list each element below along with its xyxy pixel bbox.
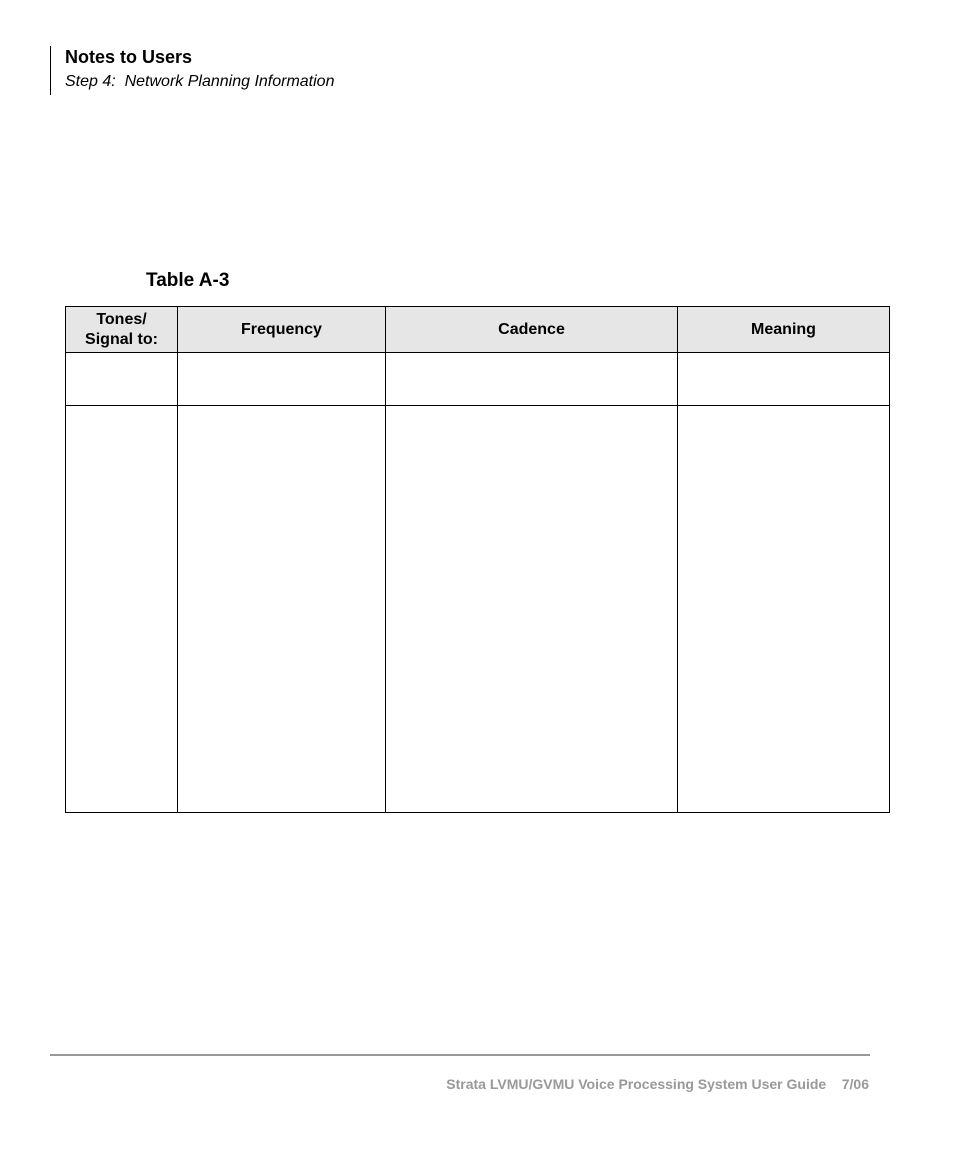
table-caption: Table A-3 bbox=[146, 270, 230, 291]
column-header-tones-line2: Signal to: bbox=[85, 330, 158, 348]
footer-divider bbox=[50, 1054, 870, 1056]
table-cell bbox=[66, 353, 178, 406]
column-header-frequency: Frequency bbox=[178, 307, 386, 353]
table-row bbox=[66, 353, 890, 406]
table-cell bbox=[178, 353, 386, 406]
table-cell bbox=[678, 406, 890, 813]
table-cell bbox=[386, 406, 678, 813]
page-subtitle: Step 4: Network Planning Information bbox=[65, 73, 335, 90]
column-header-meaning: Meaning bbox=[678, 307, 890, 353]
column-header-tones-line1: Tones/ bbox=[96, 310, 147, 328]
network-planning-table bbox=[65, 306, 890, 813]
table-row bbox=[66, 406, 890, 813]
table-cell bbox=[178, 406, 386, 813]
column-header-tones-signal bbox=[66, 307, 178, 353]
page-title: Notes to Users bbox=[65, 47, 193, 67]
header-divider bbox=[50, 46, 51, 95]
column-header-cadence: Cadence bbox=[386, 307, 678, 353]
footer-guide-title: Strata LVMU/GVMU Voice Processing System User Guide 7/06 bbox=[446, 1076, 869, 1092]
table-cell bbox=[66, 406, 178, 813]
table-cell bbox=[678, 353, 890, 406]
table-header-row bbox=[66, 307, 890, 353]
table-cell bbox=[386, 353, 678, 406]
